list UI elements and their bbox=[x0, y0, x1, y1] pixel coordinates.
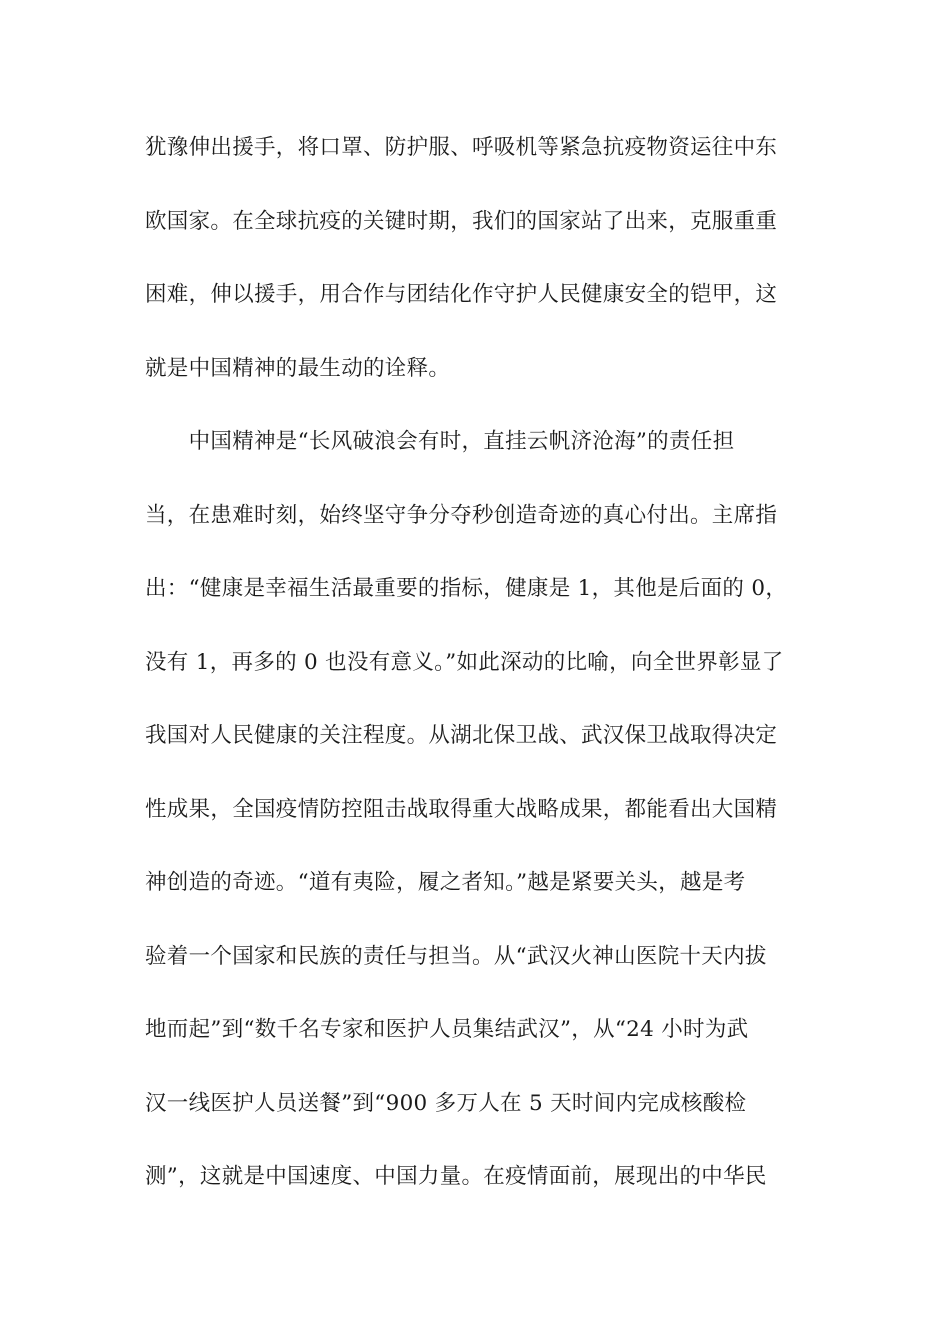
text-line-11: 神创造的奇迹。“道有夷险，履之者知。”越是紧要关头，越是考 bbox=[145, 870, 746, 895]
text-line-15: 测”，这就是中国速度、中国力量。在疫情面前，展现出的中华民 bbox=[145, 1164, 767, 1189]
text-line-10: 性成果，全国疫情防控阻击战取得重大战略成果，都能看出大国精 bbox=[145, 796, 778, 822]
text-line-5: 中国精神是“长风破浪会有时，直挂云帆济沧海”的责任担 bbox=[145, 429, 735, 454]
text-line-8: 没有 1，再多的 0 也没有意义。”如此深动的比喻，向全世界彰显了 bbox=[145, 649, 784, 675]
text-line-9: 我国对人民健康的关注程度。从湖北保卫战、武汉保卫战取得决定 bbox=[145, 723, 778, 748]
body-text bbox=[145, 130, 805, 1233]
text-line-6: 当，在患难时刻，始终坚守争分夺秒创造奇迹的真心付出。主席指 bbox=[145, 502, 778, 528]
text-line-12: 验着一个国家和民族的责任与担当。从“武汉火神山医院十天内拔 bbox=[145, 943, 767, 969]
text-line-2: 欧国家。在全球抗疫的关键时期，我们的国家站了出来，克服重重 bbox=[145, 208, 778, 234]
text-line-4: 就是中国精神的最生动的诠释。 bbox=[145, 355, 451, 381]
text-line-13: 地而起”到“数千名专家和医护人员集结武汉”，从“24 小时为武 bbox=[145, 1017, 749, 1042]
text-line-3: 困难，伸以援手，用合作与团结化作守护人民健康安全的铠甲，这 bbox=[145, 282, 778, 307]
text-line-14: 汉一线医护人员送餐”到“900 多万人在 5 天时间内完成核酸检 bbox=[145, 1090, 747, 1116]
text-line-1: 犹豫伸出援手，将口罩、防护服、呼吸机等紧急抗疫物资运往中东 bbox=[145, 135, 778, 160]
text-line-7: 出：“健康是幸福生活最重要的指标，健康是 1，其他是后面的 0， bbox=[145, 576, 788, 601]
